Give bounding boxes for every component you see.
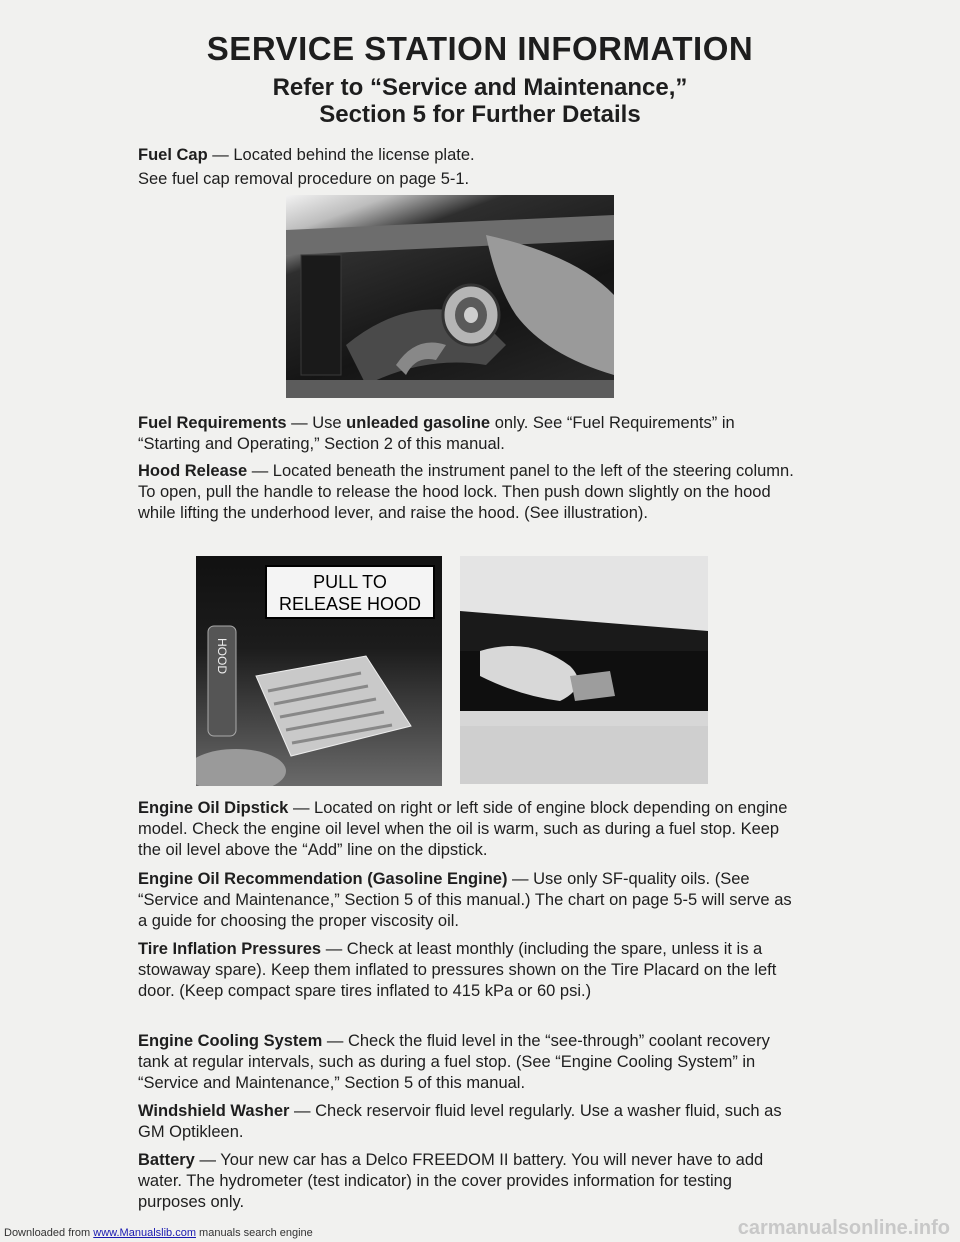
engine-oil-dipstick-label: Engine Oil Dipstick xyxy=(138,799,289,817)
page-subtitle-line2: Section 5 for Further Details xyxy=(319,101,641,128)
download-footer xyxy=(4,1227,313,1239)
fuel-cap-text-line2: See fuel cap removal procedure on page 5-1. xyxy=(138,170,470,188)
fuel-cap-section xyxy=(138,145,798,190)
fuel-cap-illustration xyxy=(286,195,614,398)
fuel-cap-text-line1: — Located behind the license plate. xyxy=(207,146,475,164)
engine-oil-recommendation-label: Engine Oil Recommendation (Gasoline Engine) xyxy=(138,870,508,888)
engine-oil-dipstick-text: — Located on right or left side of engine block depending on engine model. Check the engine oil level when the oil is warm, such as during a fuel stop. Keep the oil level above the “Add” line on the dipstick. xyxy=(138,799,788,859)
hood-handle-illustration xyxy=(196,556,442,786)
engine-oil-recommendation-section xyxy=(138,869,798,932)
battery-label: Battery xyxy=(138,1151,195,1169)
hood-sign-line2: RELEASE HOOD xyxy=(278,594,422,614)
battery-section xyxy=(138,1150,798,1213)
fuel-cap-paragraph xyxy=(138,145,798,166)
battery-paragraph xyxy=(138,1150,798,1213)
fuel-cap-label: Fuel Cap xyxy=(138,146,208,164)
fuel-requirements-text-b: only. See “Fuel Requirements” in “Starting and Operating,” Section 2 of this manual. xyxy=(138,414,735,453)
hood-release-paragraph xyxy=(138,461,798,524)
underhood-lever-photo xyxy=(460,556,708,784)
windshield-washer-section xyxy=(138,1101,798,1143)
page-header xyxy=(0,30,960,128)
hood-release-section xyxy=(138,461,798,524)
fuel-requirements-label: Fuel Requirements xyxy=(138,414,287,432)
manualslib-link[interactable]: www.Manualslib.com xyxy=(93,1227,196,1239)
page-title: SERVICE STATION INFORMATION xyxy=(206,30,754,67)
watermark: carmanualsonline.info xyxy=(737,1217,950,1239)
hood-sign-line1: PULL TO xyxy=(313,572,387,592)
fuel-requirements-text-a: — Use xyxy=(286,414,347,432)
windshield-washer-label: Windshield Washer xyxy=(138,1102,290,1120)
engine-cooling-text: — Check the fluid level in the “see-through” coolant recovery tank at regular intervals, such as during a fuel stop. (See “Engine Cooling System” in “Service and Maintenance,” Section 5 of this manual. xyxy=(138,1032,770,1092)
engine-cooling-label: Engine Cooling System xyxy=(138,1032,323,1050)
tire-inflation-section xyxy=(138,939,798,1002)
engine-oil-recommendation-text: — Use only SF-quality oils. (See “Service and Maintenance,” Section 5 of this manual.) The chart on page 5-5 will serve as a guide for choosing the proper viscosity oil. xyxy=(138,870,792,930)
hood-release-handle-photo xyxy=(196,556,442,786)
tire-inflation-text: — Check at least monthly (including the spare, unless it is a stowaway spare). Keep them inflated to pressures shown on the Tire Placard on the left door. (Keep compact spare tires inflated to 415 kPa or 60 psi.) xyxy=(138,940,777,1000)
hood-release-label: Hood Release xyxy=(138,462,248,480)
page-subtitle-line1: Refer to “Service and Maintenance,” xyxy=(272,74,688,101)
fuel-requirements-paragraph xyxy=(138,413,798,455)
windshield-washer-paragraph xyxy=(138,1101,798,1143)
engine-oil-recommendation-paragraph xyxy=(138,869,798,932)
engine-cooling-paragraph xyxy=(138,1031,798,1094)
hood-release-text: — Located beneath the instrument panel to the left of the steering column. To open, pull the handle to release the hood lock. Then push down slightly on the hood while lifting the underhood lever, and raise the hood. (See illustration). xyxy=(138,462,794,522)
fuel-cap-photo xyxy=(286,195,614,398)
engine-oil-dipstick-paragraph xyxy=(138,798,798,861)
footer-suffix: manuals search engine xyxy=(195,1227,313,1239)
tire-inflation-paragraph xyxy=(138,939,798,1002)
hood-handle-letters: HOOD xyxy=(215,638,229,674)
battery-text: — Your new car has a Delco FREEDOM II battery. You will never have to add water. The hydrometer (test indicator) in the cover provides information for testing purposes only. xyxy=(138,1151,764,1211)
fuel-requirements-bold: unleaded gasoline xyxy=(346,414,491,432)
footer-prefix: Downloaded from xyxy=(4,1227,94,1239)
engine-cooling-section xyxy=(138,1031,798,1094)
fuel-requirements-section xyxy=(138,413,798,455)
engine-oil-dipstick-section xyxy=(138,798,798,861)
windshield-washer-text: — Check reservoir fluid level regularly. Use a washer fluid, such as GM Optikleen. xyxy=(138,1102,782,1141)
tire-inflation-label: Tire Inflation Pressures xyxy=(138,940,322,958)
underhood-lever-illustration xyxy=(460,556,708,784)
